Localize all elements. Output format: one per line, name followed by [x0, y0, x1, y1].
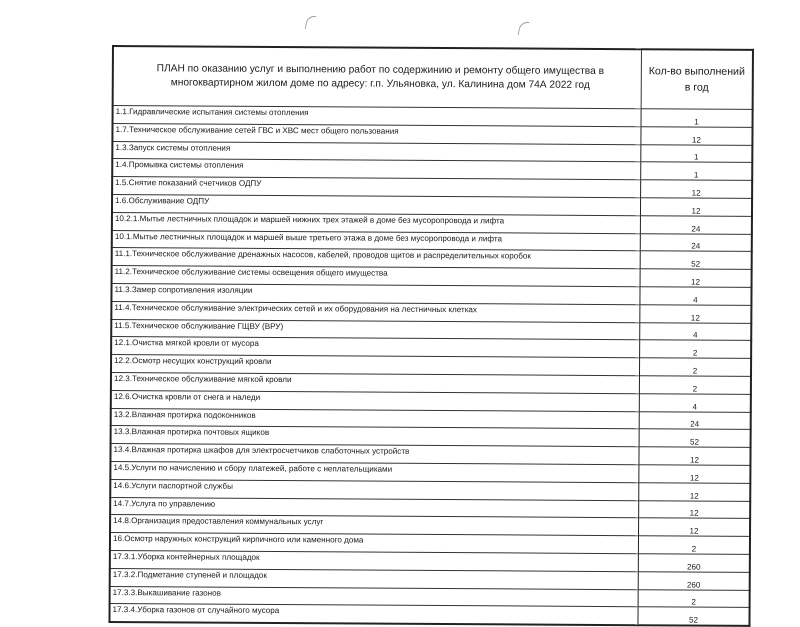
execution-count-value: 1 [694, 117, 699, 127]
execution-count-cell [641, 127, 753, 145]
execution-count-cell [639, 518, 751, 536]
scan-mark [305, 14, 317, 31]
execution-count-value: 12 [691, 206, 701, 216]
plan-table-body [109, 106, 752, 627]
execution-count-cell [639, 465, 751, 483]
execution-count-value: 12 [690, 313, 700, 323]
service-name-cell: 12.3.Техническое обслуживание мягкой кровли [111, 372, 640, 393]
table-row [109, 604, 749, 626]
execution-count-value: 12 [689, 473, 699, 483]
execution-count-cell [641, 144, 753, 162]
execution-count-cell [639, 393, 751, 411]
execution-count-cell [638, 554, 750, 572]
execution-count-cell [639, 376, 751, 394]
execution-count-cell [640, 233, 752, 251]
execution-count-value: 2 [692, 348, 698, 358]
document-title: ПЛАН по оказанию услуг и выполнению работ по содержинию и ремонту общего имущества в многоквартирном жилом доме по адресу: г.п. Ульяновка, ул. Калинина дом 74А 2022 год [113, 46, 642, 109]
scan-mark [518, 20, 530, 37]
service-name-cell: 1.3.Запуск системы отопления [112, 141, 641, 162]
execution-count-value: 4 [692, 402, 698, 412]
execution-count-cell [640, 304, 752, 322]
execution-count-cell [638, 589, 750, 607]
execution-count-value: 24 [690, 419, 700, 429]
service-name-cell: 12.6.Очистка кровли от снега и наледи [111, 390, 640, 411]
execution-count-cell [638, 607, 750, 626]
service-name-cell: 10.1.Мытье лестничных площадок и маршей выше третьего этажа в доме без мусоропровода и лифта [112, 230, 641, 251]
service-name-cell: 11.1.Техническое обслуживание дренажных насосов, кабелей, проводов щитов и распределительных коробок [112, 248, 641, 269]
service-name-cell: 17.3.1.Уборка контейнерных площадок [110, 550, 639, 571]
service-name-cell: 10.2.1.Мытье лестничных площадок и маршей нижних трех этажей в доме без мусоропровода и лифта [112, 212, 641, 233]
service-name-cell: 14.7.Услуга по управлению [110, 497, 639, 518]
execution-count-value: 1 [694, 152, 699, 162]
execution-count-cell [640, 322, 752, 340]
service-name-cell: 1.6.Обслуживание ОДПУ [112, 194, 641, 215]
execution-count-cell [640, 198, 752, 216]
execution-count-cell [641, 162, 753, 180]
execution-count-cell [640, 269, 752, 287]
table-header-row [113, 46, 753, 109]
execution-count-value: 12 [689, 491, 699, 501]
service-name-cell: 11.5.Техническое обслуживание ГЩВУ (ВРУ) [111, 319, 640, 340]
plan-table [108, 45, 754, 627]
service-name-cell: 12.1.Очистка мягкой кровли от мусора [111, 337, 640, 358]
service-name-cell: 17.3.3.Выкашивание газонов [110, 586, 639, 607]
execution-count-value: 2 [692, 366, 698, 376]
execution-count-value: 4 [693, 295, 698, 305]
service-name-cell: 1.1.Гидравлические испытания системы отопления [113, 106, 642, 127]
service-name-cell: 17.3.2.Подметание ступеней и площадок [110, 568, 639, 589]
execution-count-cell [639, 358, 751, 376]
execution-count-cell [639, 447, 751, 465]
execution-count-value: 12 [691, 135, 701, 145]
execution-count-cell [639, 429, 751, 447]
execution-count-cell [639, 411, 751, 429]
execution-count-value: 52 [691, 259, 701, 269]
service-name-cell: 11.4.Техническое обслуживание электрических сетей и их оборудования на лестничных клетках [111, 301, 640, 322]
service-name-cell: 1.4.Промывка системы отопления [112, 159, 641, 180]
execution-count-value: 12 [689, 508, 699, 518]
service-name-cell: 12.2.Осмотр несущих конструкций кровли [111, 355, 640, 376]
service-name-cell: 11.3.Замер сопротивления изоляции [111, 283, 640, 304]
service-name-cell: 16.Осмотр наружных конструкций кирпичного или каменного дома [110, 533, 639, 554]
execution-count-cell [641, 109, 753, 127]
execution-count-value: 12 [689, 455, 700, 465]
service-name-cell: 13.4.Влажная протирка шкафов для электросчетчиков слаботочных устройств [110, 444, 639, 465]
execution-count-cell [640, 287, 752, 305]
service-name-cell: 13.2.Влажная протирка подоконников [111, 408, 640, 429]
execution-count-cell [641, 180, 753, 198]
execution-count-value: 2 [691, 544, 697, 554]
service-name-cell: 14.5.Услуги по начислению и сбору платежей, работе с неплательщиками [110, 461, 639, 482]
execution-count-value: 1 [693, 170, 699, 180]
execution-count-value: 12 [689, 526, 699, 536]
execution-count-value: 12 [691, 277, 701, 287]
service-name-cell: 11.2.Техническое обслуживание системы освещения общего имущества [112, 266, 641, 287]
execution-count-cell [640, 340, 752, 358]
plan-document [108, 45, 745, 627]
execution-count-value: 52 [690, 437, 700, 447]
execution-count-value: 260 [686, 580, 701, 590]
execution-count-value: 2 [692, 384, 698, 394]
execution-count-value: 4 [692, 330, 698, 340]
execution-count-cell [638, 536, 750, 554]
execution-count-value: 24 [691, 241, 701, 251]
execution-count-cell [640, 251, 752, 269]
execution-count-cell [640, 216, 752, 234]
service-name-cell: 13.3.Влажная протирка почтовых ящиков [111, 426, 640, 447]
execution-count-cell [639, 482, 751, 500]
service-name-cell: 17.3.4.Уборка газонов от случайного мусора [109, 604, 638, 626]
count-column-header: Кол-во выполнений в год [641, 49, 753, 109]
execution-count-value: 24 [691, 224, 701, 234]
service-name-cell: 14.8.Организация предоставления коммунальных услуг [110, 515, 639, 536]
execution-count-value: 260 [687, 562, 701, 572]
service-name-cell: 14.6.Услуги паспортной службы [110, 479, 639, 500]
execution-count-value: 12 [691, 188, 701, 198]
service-name-cell: 1.5.Снятие показаний счетчиков ОДПУ [112, 177, 641, 198]
execution-count-cell [639, 500, 751, 518]
execution-count-value: 2 [691, 597, 696, 607]
service-name-cell: 1.7.Техническое обслуживание сетей ГВС и ХВС мест общего пользования [112, 123, 641, 144]
execution-count-value: 52 [688, 615, 699, 625]
